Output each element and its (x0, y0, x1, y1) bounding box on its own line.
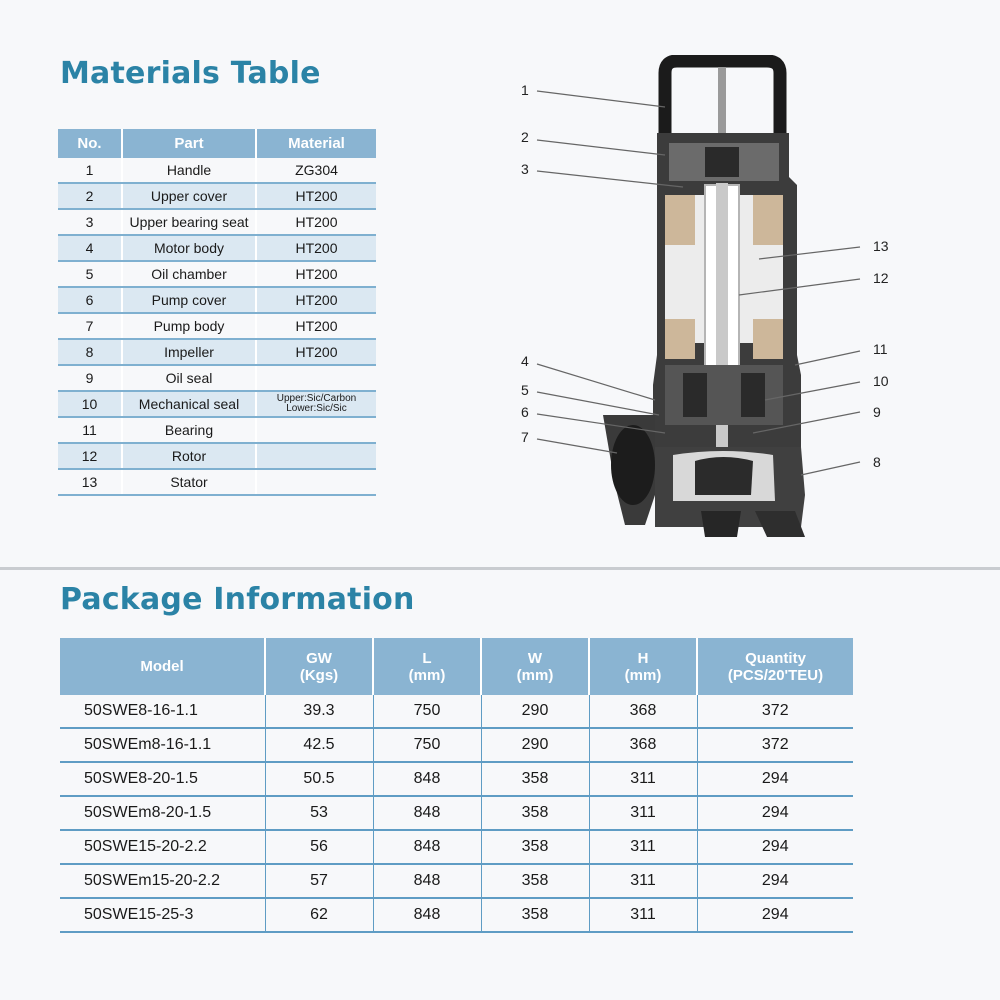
row-material (256, 469, 376, 495)
table-row (58, 158, 376, 183)
cell-w: 358 (481, 864, 589, 898)
row-no: 13 (58, 469, 122, 495)
header-quantity: Quantity (PCS/20'TEU) (697, 638, 853, 695)
table-row (58, 365, 376, 391)
row-no: 5 (58, 261, 122, 287)
row-part: Oil seal (122, 365, 256, 391)
row-no: 12 (58, 443, 122, 469)
package-info-title: Package Information (60, 582, 415, 617)
row-no: 3 (58, 209, 122, 235)
callout-10: 10 (873, 373, 889, 389)
header-model: Model (60, 638, 265, 695)
row-material (256, 417, 376, 443)
cell-quantity: 372 (697, 728, 853, 762)
row-part: Handle (122, 158, 256, 183)
cell-l: 848 (373, 898, 481, 932)
row-material: HT200 (256, 313, 376, 339)
cell-gw: 53 (265, 796, 373, 830)
header-w: W (mm) (481, 638, 589, 695)
cell-quantity: 372 (697, 695, 853, 728)
row-no: 6 (58, 287, 122, 313)
cell-l: 848 (373, 796, 481, 830)
row-material: HT200 (256, 235, 376, 261)
header-no: No. (58, 129, 122, 158)
row-part: Motor body (122, 235, 256, 261)
callout-11: 11 (873, 341, 888, 357)
row-part: Upper cover (122, 183, 256, 209)
table-row (58, 209, 376, 235)
cell-quantity: 294 (697, 830, 853, 864)
header-h: H (mm) (589, 638, 697, 695)
pump-cutaway-diagram (505, 55, 915, 545)
cell-l: 750 (373, 695, 481, 728)
callout-5: 5 (521, 382, 529, 398)
row-no: 11 (58, 417, 122, 443)
table-row (60, 796, 853, 830)
cell-model: 50SWE15-20-2.2 (60, 830, 265, 864)
row-material: HT200 (256, 183, 376, 209)
package-info-table (60, 638, 853, 933)
table-row (58, 417, 376, 443)
cell-l: 848 (373, 762, 481, 796)
motor-housing-graphic (653, 133, 801, 475)
cell-w: 290 (481, 728, 589, 762)
row-material: ZG304 (256, 158, 376, 183)
table-row (60, 830, 853, 864)
callout-9: 9 (873, 404, 881, 420)
cell-w: 290 (481, 695, 589, 728)
cell-h: 311 (589, 864, 697, 898)
materials-header-row (58, 129, 376, 158)
cell-h: 311 (589, 762, 697, 796)
row-part: Rotor (122, 443, 256, 469)
row-no: 7 (58, 313, 122, 339)
callout-2: 2 (521, 129, 529, 145)
cell-h: 311 (589, 898, 697, 932)
header-material: Material (256, 129, 376, 158)
cell-l: 848 (373, 864, 481, 898)
cell-model: 50SWE8-20-1.5 (60, 762, 265, 796)
row-no: 8 (58, 339, 122, 365)
row-part: Stator (122, 469, 256, 495)
cell-gw: 56 (265, 830, 373, 864)
table-row (60, 898, 853, 932)
cell-quantity: 294 (697, 796, 853, 830)
table-row (58, 443, 376, 469)
cell-model: 50SWEm8-20-1.5 (60, 796, 265, 830)
cell-w: 358 (481, 796, 589, 830)
package-header-row (60, 638, 853, 695)
header-l: L (mm) (373, 638, 481, 695)
cell-h: 368 (589, 695, 697, 728)
table-row (60, 864, 853, 898)
row-material: HT200 (256, 287, 376, 313)
cell-l: 750 (373, 728, 481, 762)
row-part: Upper bearing seat (122, 209, 256, 235)
table-row (58, 287, 376, 313)
table-row (58, 469, 376, 495)
row-material: HT200 (256, 209, 376, 235)
row-material (256, 365, 376, 391)
callout-3: 3 (521, 161, 529, 177)
cell-gw: 57 (265, 864, 373, 898)
cell-w: 358 (481, 762, 589, 796)
cell-h: 368 (589, 728, 697, 762)
callout-1: 1 (521, 82, 529, 98)
row-material: HT200 (256, 339, 376, 365)
cell-h: 311 (589, 796, 697, 830)
callout-4: 4 (521, 353, 529, 369)
cell-gw: 50.5 (265, 762, 373, 796)
table-row (60, 728, 853, 762)
row-no: 10 (58, 391, 122, 417)
callout-8: 8 (873, 454, 881, 470)
cell-l: 848 (373, 830, 481, 864)
table-row (60, 695, 853, 728)
header-gw: GW (Kgs) (265, 638, 373, 695)
row-no: 2 (58, 183, 122, 209)
cell-h: 311 (589, 830, 697, 864)
callout-12: 12 (873, 270, 889, 286)
table-row (58, 183, 376, 209)
table-row (58, 391, 376, 417)
row-part: Impeller (122, 339, 256, 365)
callout-13: 13 (873, 238, 889, 254)
row-material (256, 443, 376, 469)
row-no: 9 (58, 365, 122, 391)
cell-w: 358 (481, 830, 589, 864)
cell-gw: 62 (265, 898, 373, 932)
table-row (58, 313, 376, 339)
row-part: Pump cover (122, 287, 256, 313)
row-part: Oil chamber (122, 261, 256, 287)
cell-quantity: 294 (697, 864, 853, 898)
table-row (60, 762, 853, 796)
materials-table (58, 129, 376, 496)
cell-gw: 42.5 (265, 728, 373, 762)
cell-model: 50SWEm8-16-1.1 (60, 728, 265, 762)
table-row (58, 261, 376, 287)
row-part: Mechanical seal (122, 391, 256, 417)
cell-quantity: 294 (697, 898, 853, 932)
row-material: HT200 (256, 261, 376, 287)
cell-gw: 39.3 (265, 695, 373, 728)
table-row (58, 235, 376, 261)
row-no: 4 (58, 235, 122, 261)
cell-model: 50SWE15-25-3 (60, 898, 265, 932)
cell-quantity: 294 (697, 762, 853, 796)
row-no: 1 (58, 158, 122, 183)
handle-graphic (665, 61, 780, 137)
row-material: Upper:Sic/Carbon Lower:Sic/Sic (256, 391, 376, 417)
materials-table-title: Materials Table (60, 56, 321, 91)
cell-model: 50SWE8-16-1.1 (60, 695, 265, 728)
section-divider (0, 567, 1000, 570)
row-part: Bearing (122, 417, 256, 443)
cell-model: 50SWEm15-20-2.2 (60, 864, 265, 898)
table-row (58, 339, 376, 365)
cell-w: 358 (481, 898, 589, 932)
callout-7: 7 (521, 429, 529, 445)
callout-6: 6 (521, 404, 529, 420)
row-part: Pump body (122, 313, 256, 339)
header-part: Part (122, 129, 256, 158)
